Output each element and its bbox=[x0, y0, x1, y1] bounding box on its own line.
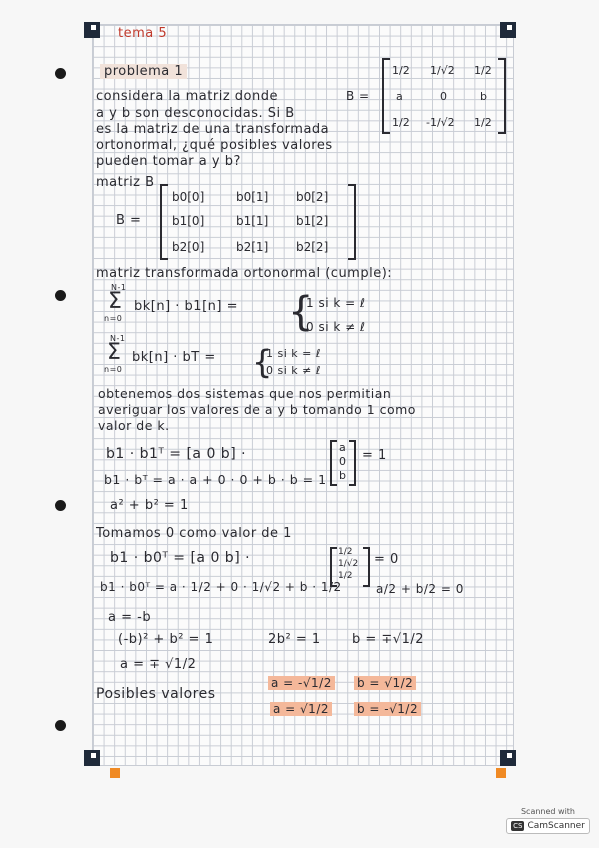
equation: (-b)² + b² = 1 bbox=[118, 632, 214, 647]
matrix-cell: b2[1] bbox=[236, 240, 269, 254]
equation-rhs: a/2 + b/2 = 0 bbox=[376, 582, 464, 596]
orange-marker-left bbox=[110, 768, 120, 778]
bracket-right bbox=[363, 547, 370, 587]
ortho-heading: matriz transformada ortonormal (cumple): bbox=[96, 266, 393, 281]
matrix-cell: 1/2 bbox=[474, 116, 492, 129]
matrix-cell: -1/√2 bbox=[426, 116, 455, 129]
statement-line: pueden tomar a y b? bbox=[96, 154, 241, 169]
bracket-left bbox=[382, 58, 390, 134]
equation: b1 · b0ᵀ = [a 0 b] · bbox=[110, 550, 251, 566]
matrix-cell: a bbox=[396, 90, 403, 103]
matriz-label: matriz B bbox=[96, 175, 155, 190]
equation: b1 · b0ᵀ = a · 1/2 + 0 · 1/√2 + b · 1/2 bbox=[100, 580, 342, 594]
vector-cell: a bbox=[339, 441, 346, 454]
cases-brace: { bbox=[252, 343, 273, 381]
matrix-cell: 1/2 bbox=[392, 116, 410, 129]
orange-marker-right bbox=[496, 768, 506, 778]
vector-cell: 1/2 bbox=[338, 571, 353, 581]
sigma-top: N-1 bbox=[110, 334, 126, 343]
explanation-line: valor de k. bbox=[98, 418, 170, 433]
equation: b = ∓√1/2 bbox=[352, 632, 425, 647]
scanner-badge bbox=[505, 807, 591, 834]
equation: a = ∓ √1/2 bbox=[120, 657, 197, 672]
scanned-with-text: Scanned with bbox=[520, 807, 576, 816]
equation-rhs: = 0 bbox=[374, 552, 399, 567]
cs-logo-icon: CS bbox=[513, 822, 523, 830]
posibles-label: Posibles valores bbox=[96, 686, 216, 702]
matrix-b bbox=[382, 58, 506, 134]
camscanner-name: CamScanner bbox=[527, 821, 585, 831]
equation: 2b² = 1 bbox=[268, 632, 321, 647]
bracket-right bbox=[498, 58, 506, 134]
result-b: b = -√1/2 bbox=[354, 702, 421, 716]
sigma-symbol: Σ bbox=[108, 289, 123, 314]
equation-rhs: = 1 bbox=[362, 448, 387, 463]
matrix-b-label: B = bbox=[346, 89, 370, 103]
bracket-left bbox=[160, 184, 168, 260]
explanation-line: obtenemos dos sistemas que nos permitian bbox=[98, 386, 392, 401]
case-line: 0 si k ≠ ℓ bbox=[306, 320, 366, 334]
vector-cell: 1/√2 bbox=[338, 559, 359, 569]
statement-line: es la matriz de una transformada bbox=[96, 122, 330, 137]
matrix-cell: 1/2 bbox=[474, 64, 492, 77]
cases-brace: { bbox=[288, 289, 314, 335]
sum-expression: bk[n] · bT = bbox=[132, 350, 216, 365]
bracket-right bbox=[348, 184, 356, 260]
matrix-cell: b2[2] bbox=[296, 240, 329, 254]
sum-expression: bk[n] · b1[n] = bbox=[134, 299, 238, 314]
matrix-general bbox=[160, 184, 356, 260]
equation: a² + b² = 1 bbox=[110, 498, 189, 513]
bracket-right bbox=[349, 440, 356, 486]
case-line: 1 si k = ℓ bbox=[306, 296, 366, 310]
binder-hole bbox=[55, 68, 66, 79]
matrix-cell: b1[0] bbox=[172, 214, 205, 228]
equation: b1 · bᵀ = a · a + 0 · 0 + b · b = 1 bbox=[104, 472, 327, 487]
binder-hole bbox=[55, 720, 66, 731]
result-a: a = √1/2 bbox=[270, 702, 332, 716]
sigma-bottom: n=0 bbox=[104, 365, 123, 374]
topic-title: tema 5 bbox=[118, 26, 168, 41]
matrix-cell: 0 bbox=[440, 90, 447, 103]
matrix-cell: b0[2] bbox=[296, 190, 329, 204]
matrix-cell: b0[1] bbox=[236, 190, 269, 204]
matrix-cell: b2[0] bbox=[172, 240, 205, 254]
column-vector bbox=[330, 440, 356, 486]
vector-cell: 1/2 bbox=[338, 547, 353, 557]
vector-cell: b bbox=[339, 469, 346, 482]
matrix-general-label: B = bbox=[116, 213, 142, 228]
matrix-cell: 1/√2 bbox=[430, 64, 455, 77]
result-a: a = -√1/2 bbox=[268, 676, 335, 690]
corner-marker-top-left bbox=[84, 22, 100, 38]
statement-line: a y b son desconocidas. Si B bbox=[96, 106, 295, 121]
corner-marker-bottom-right bbox=[500, 750, 516, 766]
equation: a = -b bbox=[108, 610, 152, 625]
explanation-line: averiguar los valores de a y b tomando 1 como bbox=[98, 402, 416, 417]
tomamos-line: Tomamos 0 como valor de 1 bbox=[96, 526, 292, 541]
camscanner-logo bbox=[506, 818, 590, 834]
corner-marker-bottom-left bbox=[84, 750, 100, 766]
bracket-left bbox=[330, 440, 337, 486]
sigma-bottom: n=0 bbox=[104, 314, 123, 323]
corner-marker-top-right bbox=[500, 22, 516, 38]
binder-hole bbox=[55, 500, 66, 511]
case-line: 1 si k = ℓ bbox=[266, 347, 321, 360]
equation: b1 · b1ᵀ = [a 0 b] · bbox=[106, 446, 247, 462]
matrix-cell: b1[2] bbox=[296, 214, 329, 228]
matrix-cell: b bbox=[480, 90, 487, 103]
matrix-cell: 1/2 bbox=[392, 64, 410, 77]
statement-line: ortonormal, ¿qué posibles valores bbox=[96, 138, 333, 153]
result-b: b = √1/2 bbox=[354, 676, 416, 690]
problem-title: problema 1 bbox=[100, 64, 187, 79]
case-line: 0 si k ≠ ℓ bbox=[266, 364, 321, 377]
statement-line: considera la matriz donde bbox=[96, 89, 278, 104]
matrix-cell: b1[1] bbox=[236, 214, 269, 228]
binder-hole bbox=[55, 290, 66, 301]
matrix-cell: b0[0] bbox=[172, 190, 205, 204]
sigma-top: N-1 bbox=[111, 283, 127, 292]
vector-cell: 0 bbox=[339, 455, 346, 468]
sigma-symbol: Σ bbox=[107, 340, 122, 365]
